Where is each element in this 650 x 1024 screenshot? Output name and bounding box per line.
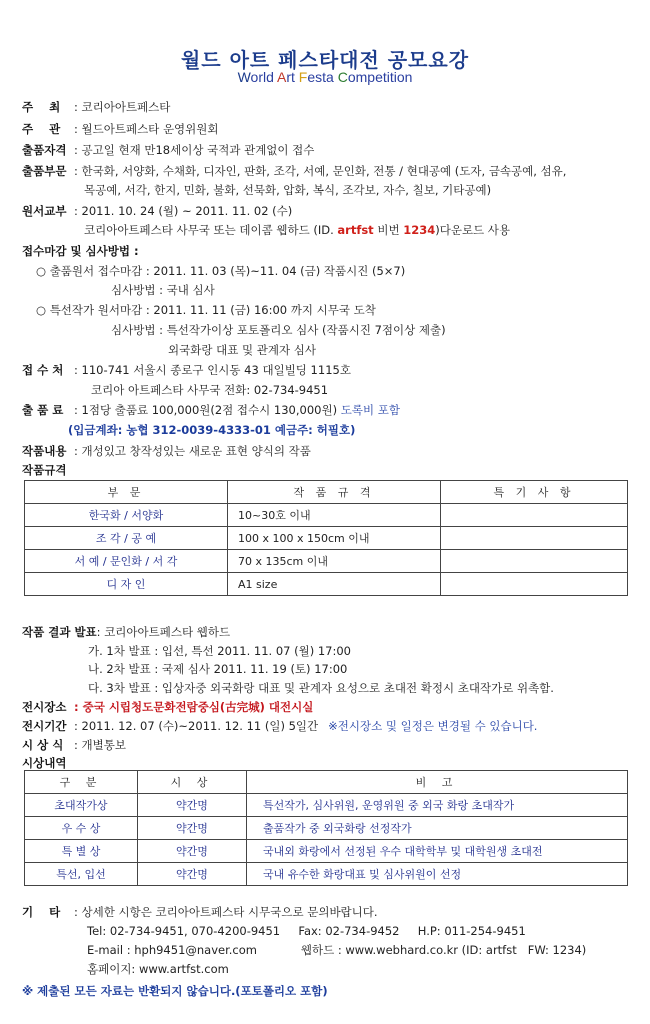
exhibition-period-value: : 2011. 12. 07 (수)~2011. 12. 11 (일) 5일간 xyxy=(74,719,319,733)
webhard-id: artfst xyxy=(337,223,374,237)
award-prize: 약간명 xyxy=(138,863,247,886)
exhibition-place-value: : 중국 시립청도문화전람중심(古完城) 대전시실 xyxy=(74,700,314,714)
form-value-2b: 비번 xyxy=(373,223,404,237)
exhibition-period-note: ※전시장소 및 일정은 변경될 수 있습니다. xyxy=(328,719,538,733)
awards-col-prize: 시 상 xyxy=(138,771,247,794)
ceremony-label: 시 상 식 xyxy=(22,738,64,752)
organizer-value: : 월드아트페스타 운영위원회 xyxy=(74,122,219,136)
webhard-password: 1234 xyxy=(403,223,436,237)
ceremony-value: : 개별통보 xyxy=(74,738,126,752)
etc-email-line: E-mail : hph9451@naver.com 웹하드 : www.webhard.co.kr (ID: artfst FW: 1234) xyxy=(87,943,587,957)
spec-note xyxy=(441,504,628,527)
spec-table xyxy=(24,480,628,596)
table-row xyxy=(25,527,628,550)
category-label: 출품부문 xyxy=(22,164,67,178)
spec-cat: 한국화 / 서양화 xyxy=(25,504,228,527)
results-row xyxy=(22,624,230,640)
awards-heading-text: 시상내역 xyxy=(22,756,67,770)
award-name: 특선, 입선 xyxy=(25,863,138,886)
fee-catalog-note: 도록비 포함 xyxy=(337,403,400,417)
form-value-2a: 코리아아트페스타 사무국 또는 데이콤 웹하드 (ID. xyxy=(84,223,338,237)
subtitle-w-rest: orld xyxy=(250,69,277,85)
form-value-1: : 2011. 10. 24 (월) ~ 2011. 11. 02 (수) xyxy=(74,204,293,218)
form-row xyxy=(22,203,292,219)
page-subtitle xyxy=(0,69,650,85)
results-line-2: 나. 2차 발표 : 국제 심사 2011. 11. 19 (토) 17:00 xyxy=(88,662,348,676)
subtitle-a: A xyxy=(277,69,287,85)
deadline-line-5: 외국화랑 대표 및 관계자 심사 xyxy=(168,343,316,357)
category-value-2: 목공예, 서각, 한지, 민화, 불화, 선묵화, 압화, 복식, 조각보, 자수, 칠보, 기타공예) xyxy=(84,183,492,197)
spec-note xyxy=(441,573,628,596)
award-name: 우 수 상 xyxy=(25,817,138,840)
subtitle-a-rest: rt xyxy=(286,69,299,85)
award-note: 특선작가, 심사위원, 운영위원 중 외국 화랑 초대작가 xyxy=(247,794,628,817)
deadline-heading xyxy=(22,243,139,259)
reception-line-1: : 110-741 서울시 종로구 인시동 43 대일빌딩 1115호 xyxy=(74,363,351,377)
table-row xyxy=(25,794,628,817)
host-value: : 코리아아트페스타 xyxy=(74,100,171,114)
content-row xyxy=(22,443,311,459)
etc-label: 기 타 xyxy=(22,905,61,919)
page-title: 월드 아트 페스타대전 공모요강 xyxy=(180,48,470,72)
content-label: 작품내용 xyxy=(22,444,67,458)
awards-table xyxy=(24,770,628,886)
awards-col-category: 구 분 xyxy=(25,771,138,794)
results-line-3: 다. 3차 발표 : 입상자중 외국화랑 대표 및 관계자 요성으로 초대전 확정시 초대작가로 위촉함. xyxy=(88,681,554,695)
ceremony-row xyxy=(22,737,126,753)
fee-account: (입금계좌: 농협 312-0039-4333-01 예금주: 허필호) xyxy=(68,423,356,437)
table-row xyxy=(25,504,628,527)
spec-heading-text: 작품규격 xyxy=(22,463,67,477)
award-name: 특 별 상 xyxy=(25,840,138,863)
spec-cat: 디 자 인 xyxy=(25,573,228,596)
exhibition-place-row xyxy=(22,699,313,715)
table-row xyxy=(25,550,628,573)
spec-note xyxy=(441,527,628,550)
spec-size: A1 size xyxy=(228,573,441,596)
subtitle-f-rest: esta xyxy=(307,69,338,85)
spec-col-note: 특 기 사 항 xyxy=(441,481,628,504)
spec-heading xyxy=(22,462,66,478)
award-prize: 약간명 xyxy=(138,817,247,840)
content-value: : 개성있고 창작성있는 새로운 표현 양식의 작품 xyxy=(74,444,311,458)
results-label: 작품 결과 발표 xyxy=(22,625,97,639)
award-prize: 약간명 xyxy=(138,840,247,863)
organizer-label: 주 관 xyxy=(22,122,61,136)
reception-row xyxy=(22,362,351,378)
spec-cat: 조 각 / 공 예 xyxy=(25,527,228,550)
award-prize: 약간명 xyxy=(138,794,247,817)
eligibility-row xyxy=(22,142,314,158)
eligibility-value: : 공고일 현재 만18세이상 국적과 관계없이 접수 xyxy=(74,143,315,157)
exhibition-period-label: 전시기간 xyxy=(22,719,67,733)
reception-label: 접 수 처 xyxy=(22,363,64,377)
form-label: 원서교부 xyxy=(22,204,67,218)
spec-col-category: 부 문 xyxy=(25,481,228,504)
spec-header-row xyxy=(25,481,628,504)
spec-size: 10~30호 이내 xyxy=(228,504,441,527)
eligibility-label: 출품자격 xyxy=(22,143,67,157)
deadline-line-1: ○ 출품원서 접수마감 : 2011. 11. 03 (목)~11. 04 (금) 작품시진 (5×7) xyxy=(36,264,406,278)
host-row xyxy=(22,99,170,115)
return-note: ※ 제출된 모든 자료는 반환되지 않습니다.(포토폴리오 포함) xyxy=(22,984,328,998)
reception-line-2: 코리아 아트페스타 사무국 전화: 02-734-9451 xyxy=(91,383,329,397)
award-name: 초대작가상 xyxy=(25,794,138,817)
spec-size: 70 x 135cm 이내 xyxy=(228,550,441,573)
award-note: 국내 유수한 화랑대표 및 심사위원이 선정 xyxy=(247,863,628,886)
results-line-1: 가. 1차 발표 : 입선, 특선 2011. 11. 07 (월) 17:00 xyxy=(88,644,351,658)
spec-col-size: 작 품 규 격 xyxy=(228,481,441,504)
deadline-heading-text: 접수마감 및 심사방법 : xyxy=(22,244,139,258)
awards-heading xyxy=(22,755,66,771)
awards-header-row xyxy=(25,771,628,794)
spec-cat: 서 예 / 문인화 / 서 각 xyxy=(25,550,228,573)
deadline-line-3: ○ 특선작가 원서마감 : 2011. 11. 11 (금) 16:00 까지 시무국 도착 xyxy=(36,303,376,317)
awards-col-note: 비 고 xyxy=(247,771,628,794)
category-value-1: : 한국화, 서양화, 수채화, 디자인, 판화, 조각, 서예, 문인화, 전통 / 현대공예 (도자, 금속공예, 섬유, xyxy=(74,164,567,178)
category-row xyxy=(22,163,566,179)
host-label: 주 최 xyxy=(22,100,61,114)
subtitle-f: F xyxy=(298,69,308,85)
table-row xyxy=(25,573,628,596)
fee-label: 출 품 료 xyxy=(22,403,64,417)
subtitle-c-rest: ompetition xyxy=(347,69,413,85)
table-row xyxy=(25,817,628,840)
results-value: : 코리아아트페스타 웹하드 xyxy=(96,625,231,639)
award-note: 출품작가 중 외국화랑 선정작가 xyxy=(247,817,628,840)
form-value-2 xyxy=(84,222,510,238)
organizer-row xyxy=(22,121,219,137)
deadline-line-2: 심사방법 : 국내 심사 xyxy=(111,283,215,297)
fee-row xyxy=(22,402,400,418)
deadline-line-4: 심사방법 : 특선작가이상 포토폴리오 심사 (작품시진 7점이상 제출) xyxy=(111,323,446,337)
spec-size: 100 x 100 x 150cm 이내 xyxy=(228,527,441,550)
exhibition-place-label: 전시장소 xyxy=(22,700,67,714)
subtitle-c: C xyxy=(337,69,348,85)
exhibition-period-row xyxy=(22,718,537,734)
table-row xyxy=(25,863,628,886)
table-row xyxy=(25,840,628,863)
spec-note xyxy=(441,550,628,573)
award-note: 국내외 화랑에서 선정된 우수 대학학부 및 대학원생 초대전 xyxy=(247,840,628,863)
fee-line-1: : 1점당 출품료 100,000원(2점 접수시 130,000원) xyxy=(74,403,338,417)
etc-homepage-line: 홈페이지: www.artfst.com xyxy=(87,962,229,976)
etc-row xyxy=(22,904,378,920)
subtitle-w: W xyxy=(237,69,251,85)
form-value-2c: )다운로드 사용 xyxy=(435,223,511,237)
etc-contact-line: Tel: 02-734-9451, 070-4200-9451 Fax: 02-734-9452 H.P: 011-254-9451 xyxy=(87,924,526,938)
etc-line-1: : 상세한 시항은 코리아아트페스타 시무국으로 문의바랍니다. xyxy=(74,905,378,919)
